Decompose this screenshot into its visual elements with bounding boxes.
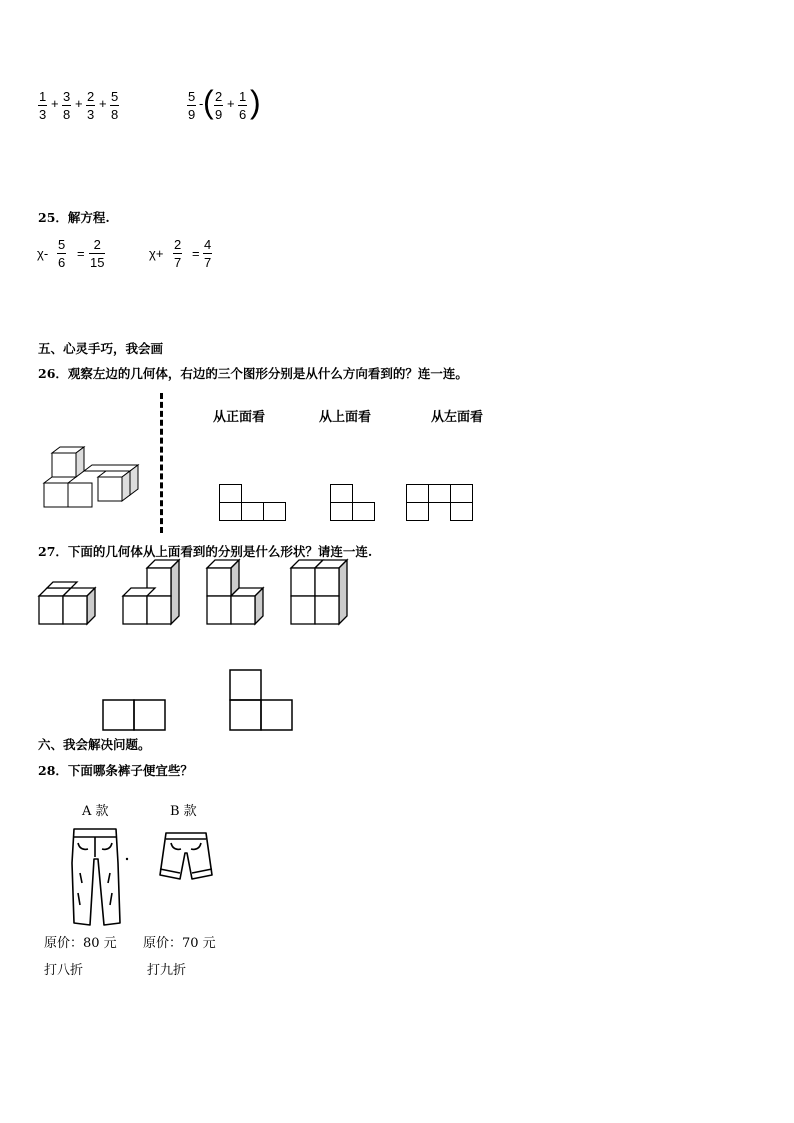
- denominator: 6: [58, 255, 66, 270]
- numerator: 2: [174, 237, 182, 252]
- denominator: 7: [174, 255, 182, 270]
- numerator: 4: [204, 237, 212, 252]
- q27-solid-1: [38, 580, 100, 626]
- denominator: 9: [215, 107, 223, 122]
- denominator: 3: [39, 107, 47, 122]
- item-a-discount: 打八折: [44, 963, 84, 978]
- variable: χ+: [149, 246, 164, 261]
- fraction: [203, 237, 212, 270]
- fraction: [187, 89, 196, 122]
- left-paren: (: [203, 84, 214, 120]
- view-label-top: 从上面看: [319, 410, 372, 425]
- equals-sign: =: [192, 246, 200, 261]
- fraction: [214, 89, 223, 122]
- denominator: 9: [188, 107, 196, 122]
- dashed-divider: [160, 393, 163, 533]
- fraction: [110, 89, 119, 122]
- fraction: [238, 89, 247, 122]
- q27-solid-2: [122, 564, 184, 626]
- numerator: 2: [215, 89, 223, 104]
- section-6-title: 六、我会解决问题。: [38, 737, 151, 752]
- equals-sign: =: [77, 246, 85, 261]
- fraction: [89, 237, 105, 270]
- section-5-title: 五、心灵手巧，我会画: [38, 341, 164, 356]
- fraction: [62, 89, 71, 122]
- q27-solid-3: [206, 564, 268, 626]
- view-label-front: 从正面看: [213, 410, 266, 425]
- denominator: 3: [87, 107, 95, 122]
- denominator: 6: [239, 107, 247, 122]
- item-a-name: A 款: [82, 804, 109, 819]
- numerator: 1: [39, 89, 47, 104]
- view-shape-3: [406, 484, 476, 524]
- numerator: 3: [63, 89, 71, 104]
- numerator: 5: [111, 89, 119, 104]
- numerator: 1: [239, 89, 247, 104]
- fraction: [173, 237, 182, 270]
- item-a-price: 原价：80 元: [44, 936, 117, 951]
- denominator: 8: [63, 107, 71, 122]
- fraction: [38, 89, 47, 122]
- numerator: 2: [87, 89, 95, 104]
- item-b-name: B 款: [170, 804, 197, 819]
- fraction: [86, 89, 95, 122]
- question-26-title: 26．观察左边的几何体，右边的三个图形分别是从什么方向看到的？连一连。: [38, 366, 468, 381]
- plus-sign: +: [99, 96, 107, 111]
- minus-sign: -: [199, 96, 204, 111]
- denominator: 8: [111, 107, 119, 122]
- q26-solid-figure: [38, 445, 143, 510]
- item-b-price: 原价：70 元: [143, 936, 216, 951]
- q27-top-view-1: [102, 699, 168, 733]
- plus-sign: +: [227, 96, 235, 111]
- numerator: 5: [58, 237, 66, 252]
- variable: χ-: [37, 246, 49, 261]
- question-28-title: 28．下面哪条裤子便宜些？: [38, 763, 193, 778]
- question-27-title: 27．下面的几何体从上面看到的分别是什么形状？请连一连.: [38, 544, 373, 559]
- plus-sign: +: [75, 96, 83, 111]
- q27-top-view-2: [229, 669, 295, 733]
- question-25-title: 25．解方程.: [38, 210, 110, 225]
- view-shape-2: [330, 484, 378, 524]
- shorts-icon: [156, 829, 218, 885]
- denominator: 15: [90, 255, 105, 270]
- numerator: 2: [93, 237, 101, 252]
- q27-solid-4: [290, 564, 352, 626]
- fraction: [57, 237, 66, 270]
- numerator: 5: [188, 89, 196, 104]
- view-label-left: 从左面看: [431, 410, 484, 425]
- item-b-discount: 打九折: [147, 963, 187, 978]
- view-shape-1: [219, 484, 289, 524]
- right-paren: ): [250, 84, 261, 120]
- pants-icon: [66, 823, 134, 929]
- denominator: 7: [204, 255, 212, 270]
- plus-sign: +: [51, 96, 59, 111]
